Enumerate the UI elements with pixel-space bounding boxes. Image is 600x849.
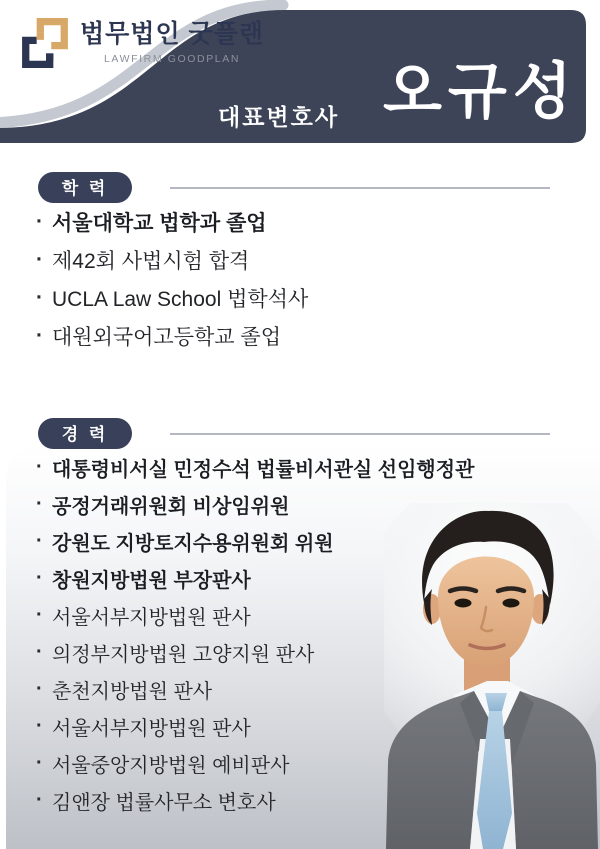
education-badge: 학 력: [38, 172, 132, 203]
career-list-item: [36, 449, 474, 486]
portrait-eye-right: [503, 599, 520, 608]
career-list-item: [36, 634, 474, 671]
firm-name: 법무법인 굿플랜: [80, 20, 264, 48]
career-list: [36, 449, 474, 819]
career-item-text: 춘천지방법원 판사: [52, 681, 213, 703]
career-item-text: 김앤장 법률사무소 변호사: [52, 792, 276, 814]
education-item-text: 제42회 사법시험 합격: [52, 250, 250, 273]
firm-name-english: LAWFIRM GOODPLAN: [103, 52, 241, 65]
career-section-header: [38, 418, 550, 449]
career-list-item: [36, 523, 474, 560]
career-list-item: [36, 486, 474, 523]
education-item-text: 대원외국어고등학교 졸업: [52, 326, 281, 349]
career-item-text: 의정부지방법원 고양지원 판사: [52, 644, 315, 666]
career-list-item: [36, 671, 474, 708]
career-list-item: [36, 745, 474, 782]
education-list: [36, 203, 308, 355]
bullet-dot-icon: ·: [36, 678, 43, 700]
bullet-dot-icon: ·: [36, 493, 43, 515]
bullet-dot-icon: ·: [36, 567, 43, 589]
bullet-dot-icon: ·: [36, 715, 43, 737]
bullet-dot-icon: ·: [36, 641, 43, 663]
education-list-item: [36, 279, 308, 317]
lawyer-name: 오규성: [383, 57, 578, 125]
career-item-text: 서울서부지방법원 판사: [52, 718, 251, 740]
education-item-text: UCLA Law School 법학석사: [52, 288, 309, 311]
portrait-eyebrow-right: [498, 589, 524, 592]
education-list-item: [36, 241, 308, 279]
bullet-dot-icon: ·: [36, 248, 43, 271]
career-list-item: [36, 560, 474, 597]
education-list-item: [36, 203, 308, 241]
bullet-dot-icon: ·: [36, 210, 43, 233]
education-list-item: [36, 317, 308, 355]
career-item-text: 강원도 지방토지수용위원회 위원: [52, 533, 334, 555]
career-list-item: [36, 708, 474, 745]
bullet-dot-icon: ·: [36, 752, 43, 774]
education-section-header: [38, 172, 550, 203]
career-badge: 경 력: [38, 418, 132, 449]
career-item-text: 대통령비서실 민정수석 법률비서관실 선임행정관: [52, 459, 475, 481]
bullet-dot-icon: ·: [36, 286, 43, 309]
bullet-dot-icon: ·: [36, 456, 43, 478]
career-list-item: [36, 782, 474, 819]
career-list-item: [36, 597, 474, 634]
bullet-dot-icon: ·: [36, 324, 43, 347]
education-divider-line: [170, 187, 550, 189]
bullet-dot-icon: ·: [36, 530, 43, 552]
career-item-text: 서울중앙지방법원 예비판사: [52, 755, 290, 777]
firm-name-block: [80, 18, 264, 65]
lawyer-title-label: 대표변호사: [218, 104, 340, 130]
career-item-text: 서울서부지방법원 판사: [52, 607, 251, 629]
bullet-dot-icon: ·: [36, 789, 43, 811]
career-item-text: 공정거래위원회 비상임위원: [52, 496, 290, 518]
career-item-text: 창원지방법원 부장판사: [52, 570, 251, 592]
bullet-dot-icon: ·: [36, 604, 43, 626]
career-divider-line: [170, 433, 550, 435]
firm-logo-block: [20, 18, 264, 68]
goodplan-logo-icon: [20, 18, 70, 68]
education-item-text: 서울대학교 법학과 졸업: [52, 212, 267, 235]
